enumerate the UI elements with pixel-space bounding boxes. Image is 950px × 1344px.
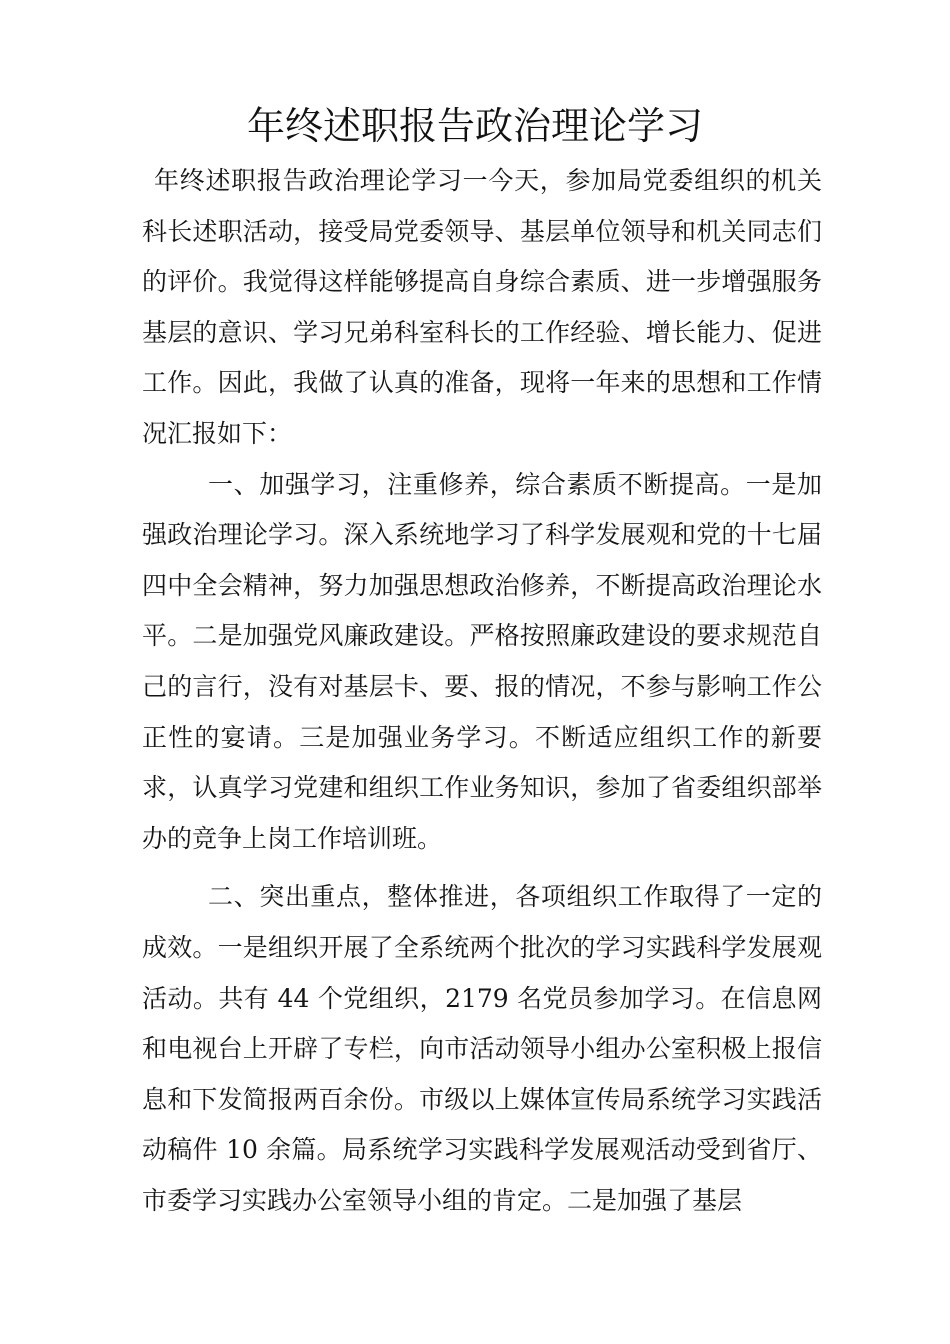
paragraph-intro: 年终述职报告政治理论学习一今天，参加局党委组织的机关科长述职活动，接受局党委领导、基层单位领导和机关同志们的评价。我觉得这样能够提高自身综合素质、进一步增强服务基层的意识、学习兄弟科室科长的工作经验、增长能力、促进工作。因此，我做了认真的准备，现将一年来的思想和工作情况汇报如下： (142, 166, 822, 448)
document-body (142, 156, 822, 1226)
paragraph-section-two: 二、突出重点，整体推进，各项组织工作取得了一定的成效。一是组织开展了全系统两个批次的学习实践科学发展观活动。共有 44 个党组织，2179 名党员参加学习。在信息网和电视台上开辟了专栏，向市活动领导小组办公室积极上报信息和下发简报两百余份。市级以上媒体宣传局系统学习实践活动稿件 10 余篇。局系统学习实践科学发展观活动受到省厅、市委学习实践办公室领导小组的肯定。二是加强了基层 (142, 882, 822, 1215)
paragraph-section-one: 一、加强学习，注重修养，综合素质不断提高。一是加强政治理论学习。深入系统地学习了科学发展观和党的十七届四中全会精神，努力加强思想政治修养，不断提高政治理论水平。二是加强党风廉政建设。严格按照廉政建设的要求规范自己的言行，没有对基层卡、要、报的情况，不参与影响工作公正性的宴请。三是加强业务学习。不断适应组织工作的新要求，认真学习党建和组织工作业务知识，参加了省委组织部举办的竞争上岗工作培训班。 (142, 469, 822, 853)
document-title: 年终述职报告政治理论学习 (246, 104, 703, 148)
paragraph-gap (142, 864, 822, 872)
